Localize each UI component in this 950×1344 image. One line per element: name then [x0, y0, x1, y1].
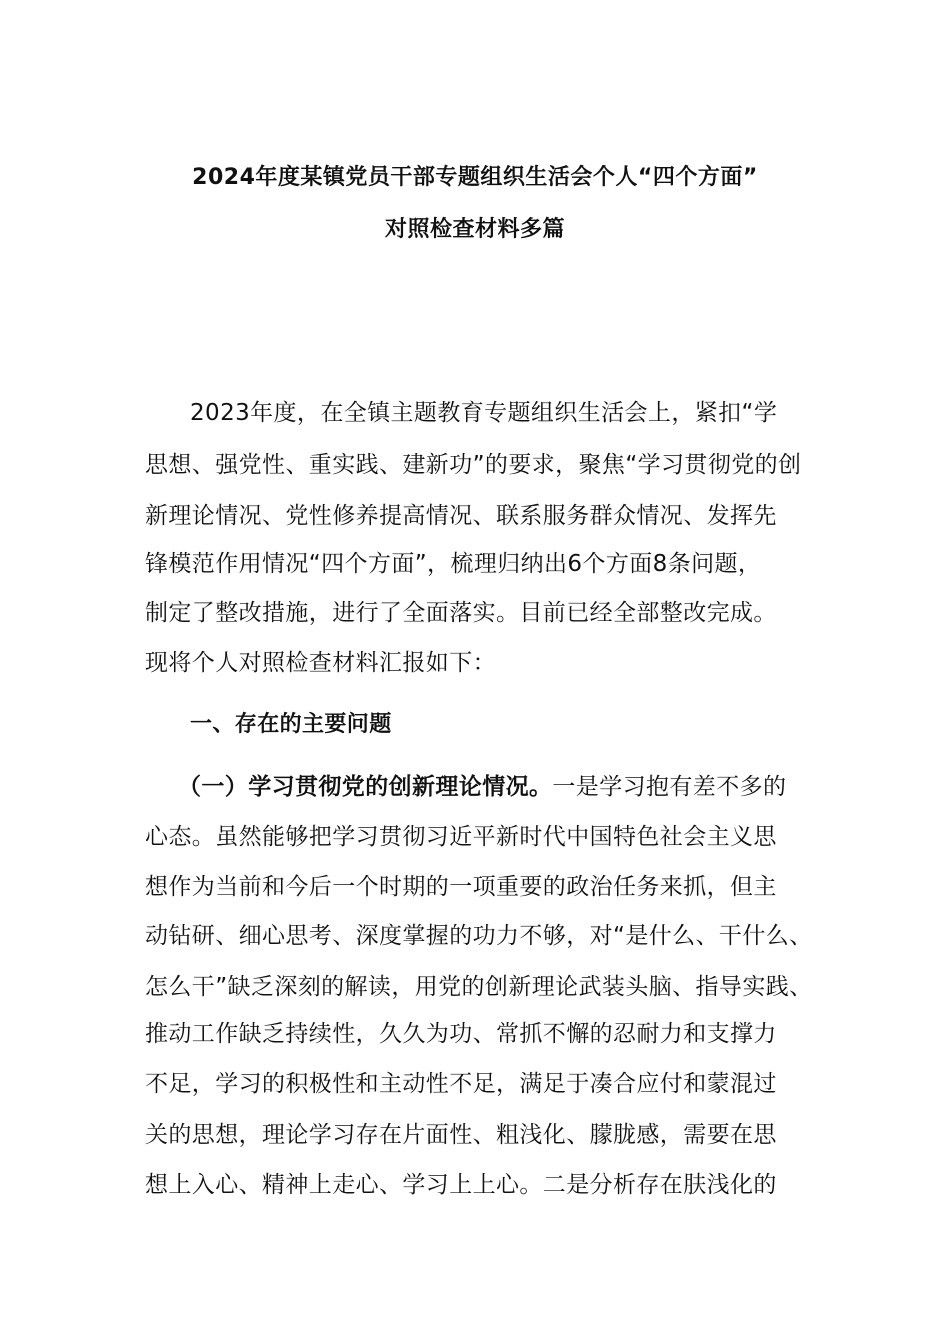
- subsection-heading: （一）学习贯彻党的创新理论情况。: [178, 774, 553, 800]
- body-paragraph-line: 想作为当前和今后一个时期的一项重要的政治任务来抓，但主: [145, 874, 777, 900]
- subsection-first-line-text: 一是学习抱有差不多的: [552, 774, 787, 800]
- body-paragraph-line: 动钻研、细心思考、深度掌握的功力不够，对“是什么、干什么、: [145, 923, 813, 949]
- body-paragraph-line: 怎么干”缺乏深刻的解读，用党的创新理论武装头脑、指导实践、: [145, 974, 813, 1000]
- intro-paragraph-line: 现将个人对照检查材料汇报如下：: [145, 650, 496, 676]
- body-paragraph-line: 推动工作缺乏持续性，久久为功、常抓不懈的忍耐力和支撑力: [145, 1021, 777, 1047]
- document-title-line-2: 对照检查材料多篇: [384, 217, 565, 242]
- intro-paragraph-line: 制定了整改措施，进行了全面落实。目前已经全部整改完成。: [145, 600, 777, 626]
- body-paragraph-line: 关的思想，理论学习存在片面性、粗浅化、朦胧感，需要在思: [145, 1122, 777, 1148]
- intro-paragraph-line: 新理论情况、党性修养提高情况、联系服务群众情况、发挥先: [145, 503, 777, 529]
- section-heading: 一、存在的主要问题: [190, 712, 392, 737]
- subsection-first-line: [178, 772, 786, 802]
- intro-paragraph-line: 思想、强党性、重实践、建新功”的要求，聚焦“学习贯彻党的创: [145, 452, 802, 478]
- document-title-line-1: 2024年度某镇党员干部专题组织生活会个人“四个方面”: [192, 165, 758, 190]
- intro-paragraph-line: 2023年度，在全镇主题教育专题组织生活会上，紧扣“学: [190, 400, 778, 426]
- body-paragraph-line: 想上入心、精神上走心、学习上上心。二是分析存在肤浅化的: [145, 1172, 777, 1198]
- body-paragraph-line: 不足，学习的积极性和主动性不足，满足于凑合应付和蒙混过: [145, 1071, 777, 1097]
- body-paragraph-line: 心态。虽然能够把学习贯彻习近平新时代中国特色社会主义思: [145, 824, 777, 850]
- intro-paragraph-line: 锋模范作用情况“四个方面”，梳理归纳出6个方面8条问题，: [145, 551, 762, 577]
